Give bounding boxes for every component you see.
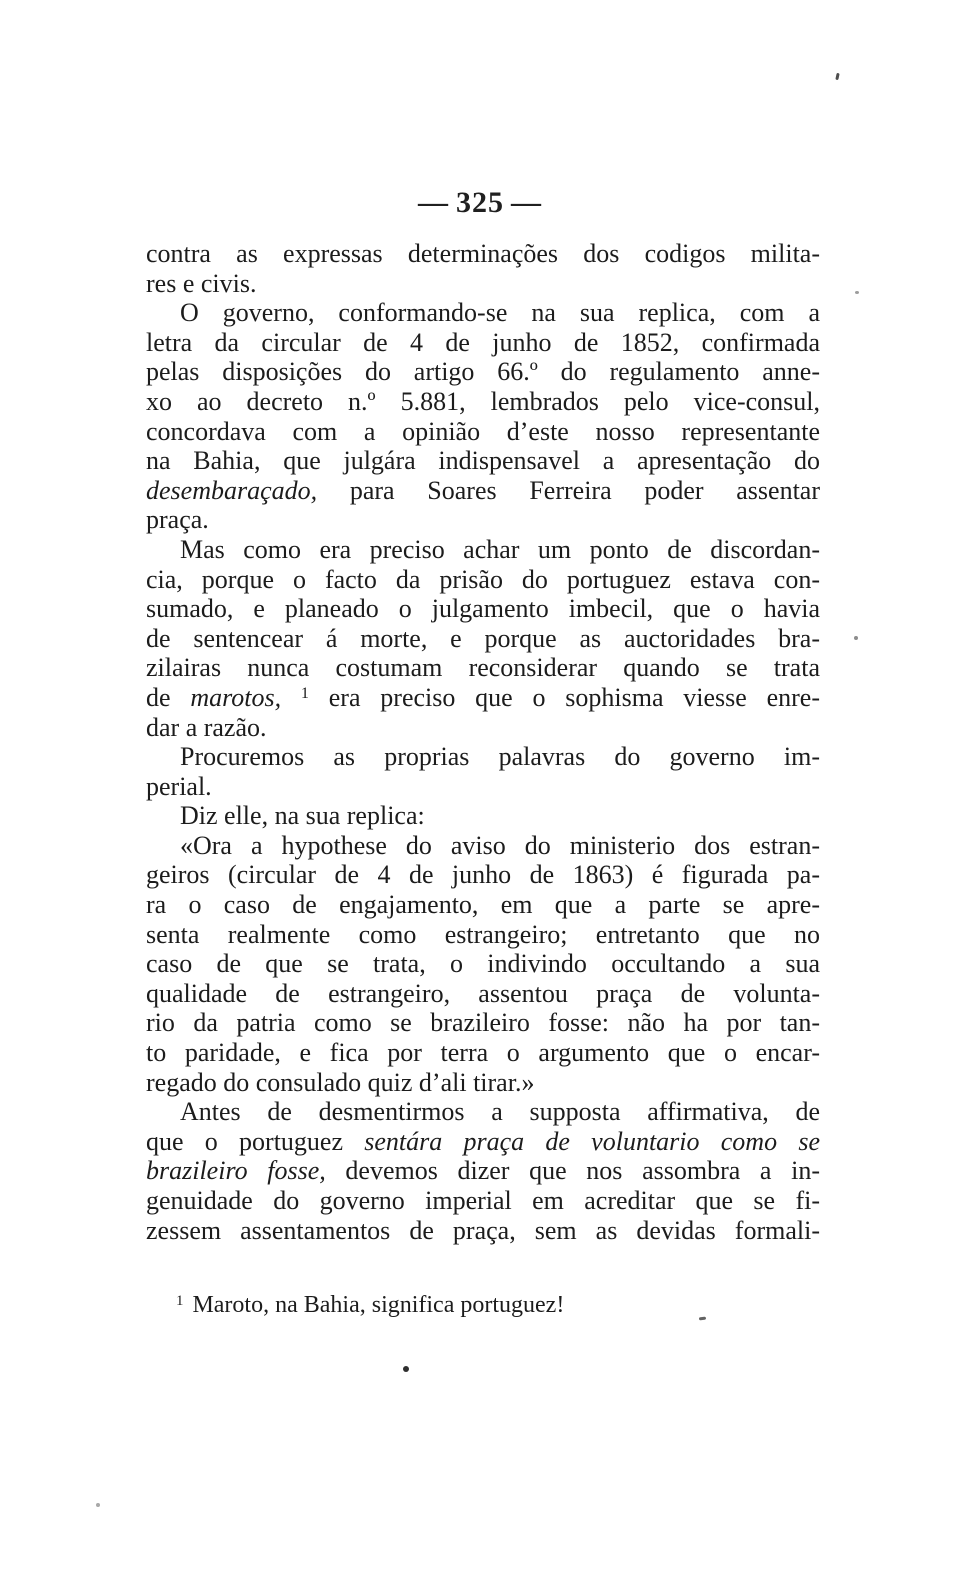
footnote-text: Maroto, na Bahia, significa portuguez! [192,1292,565,1318]
text-line [146,594,820,624]
page-number: — 325 — [417,186,542,219]
italic-text: brazileiro fosse, [146,1156,326,1186]
text-segment: de [146,682,191,712]
text-line [146,683,820,713]
text-segment: to paridade, e fica por terra o argumento que o encar- [146,1038,820,1068]
text-segment: Mas como era preciso achar um ponto de discordan- [180,534,820,564]
text-segment: sumado, e planeado o julgamento imbecil, que o havia [146,594,820,624]
text-line [146,446,820,476]
text-segment: na Bahia, que julgára indispensavel a apresentação do [146,446,820,476]
text-line [146,535,820,565]
text-line [146,298,820,328]
italic-text: sentára praça de voluntario como se [364,1126,820,1156]
text-segment: zilairas nunca costumam reconsiderar quando se trata [146,653,820,683]
paragraph [146,239,820,298]
scan-speck [403,1366,409,1372]
text-segment: ra o caso de engajamento, em que a parte se apre- [146,890,820,920]
text-line [146,713,820,743]
paragraph [146,535,820,742]
text-line [146,772,820,802]
text-segment: rio da patria como se brazileiro fosse: não ha por tan- [146,1008,820,1038]
text-line [146,653,820,683]
text-segment: Diz elle, na sua replica: [180,801,425,831]
text-line [146,1068,820,1098]
text-line [146,328,820,358]
text-segment: para Soares Ferreira poder assentar [317,475,820,505]
text-line [146,1216,820,1246]
text-segment: Antes de desmentirmos a supposta affirmativa, de [180,1097,820,1127]
text-segment: Procuremos as proprias palavras do governo im- [180,742,820,772]
text-segment: pelas disposições do artigo 66.º do regulamento anne- [146,357,820,387]
text-line [146,387,820,417]
italic-text: desembaraçado, [146,475,318,505]
text-line [146,269,820,299]
footnote-marker: 1 [176,1292,184,1309]
text-line [146,239,820,269]
text-line [146,1008,820,1038]
text-segment: contra as expressas determinações dos codigos milita- [146,239,820,268]
text-line [146,1097,820,1127]
text-line [146,890,820,920]
text-line [146,1127,820,1157]
text-line [146,979,820,1009]
scan-speck [855,291,859,294]
text-line [146,801,820,831]
text-segment: perial. [146,771,212,801]
text-segment: letra da circular de 4 de junho de 1852, confirmada [146,327,820,357]
text-segment: cia, porque o facto da prisão do portuguez estava con- [146,564,820,594]
text-line [146,1186,820,1216]
footnote [146,1291,820,1319]
text-segment: genuidade do governo imperial em acreditar que se fi- [146,1186,820,1215]
text-line [146,920,820,950]
paragraph [146,1097,820,1245]
text-segment: senta realmente como estrangeiro; entretanto que no [146,919,820,949]
text-segment: era preciso que o sophisma viesse enre- [308,682,820,712]
text-line [146,565,820,595]
footnote-reference: 1 [300,684,309,702]
italic-text: marotos, [190,682,282,712]
scan-speck [854,636,858,640]
paragraph [146,742,820,801]
text-segment: geiros (circular de 4 de junho de 1863) é figurada pa- [146,860,820,890]
text-segment: de sentencear á morte, e porque as auctoridades bra- [146,623,820,653]
text-segment: res e civis. [146,268,257,298]
text-segment: xo ao decreto n.º 5.881, lembrados pelo vice-consul, [146,386,820,416]
text-segment: zessem assentamentos de praça, sem as devidas formali- [146,1215,820,1245]
text-line [146,357,820,387]
text-line [146,949,820,979]
text-segment: regado do consulado quiz d’ali tirar.» [146,1067,535,1097]
text-segment: caso de que se trata, o indivindo occultando a sua [146,949,820,979]
text-line [146,624,820,654]
text-line [146,742,820,772]
text-line [146,1156,820,1186]
text-segment: dar a razão. [146,712,267,742]
text-line [146,505,820,535]
text-segment: O governo, conformando-se na sua replica, com a [180,298,820,328]
text-line [146,476,820,506]
text-segment: devemos dizer que nos assombra a in- [325,1156,820,1186]
text-line [146,860,820,890]
text-segment: praça. [146,505,209,535]
text-line [146,831,820,861]
paragraph [146,801,820,831]
paragraph [146,298,820,535]
text-block [146,239,820,1245]
scan-speck [96,1503,100,1507]
text-segment: «Ora a hypothese do aviso do ministerio dos estran- [180,830,820,860]
text-segment: concordava com a opinião d’este nosso representante [146,416,820,446]
text-line [146,1038,820,1068]
text-line [146,417,820,447]
scan-speck [835,73,839,80]
text-segment: que o portuguez [146,1126,365,1156]
paragraph [146,831,820,1097]
text-segment [281,683,301,712]
text-segment: qualidade de estrangeiro, assentou praça de volunta- [146,978,820,1008]
